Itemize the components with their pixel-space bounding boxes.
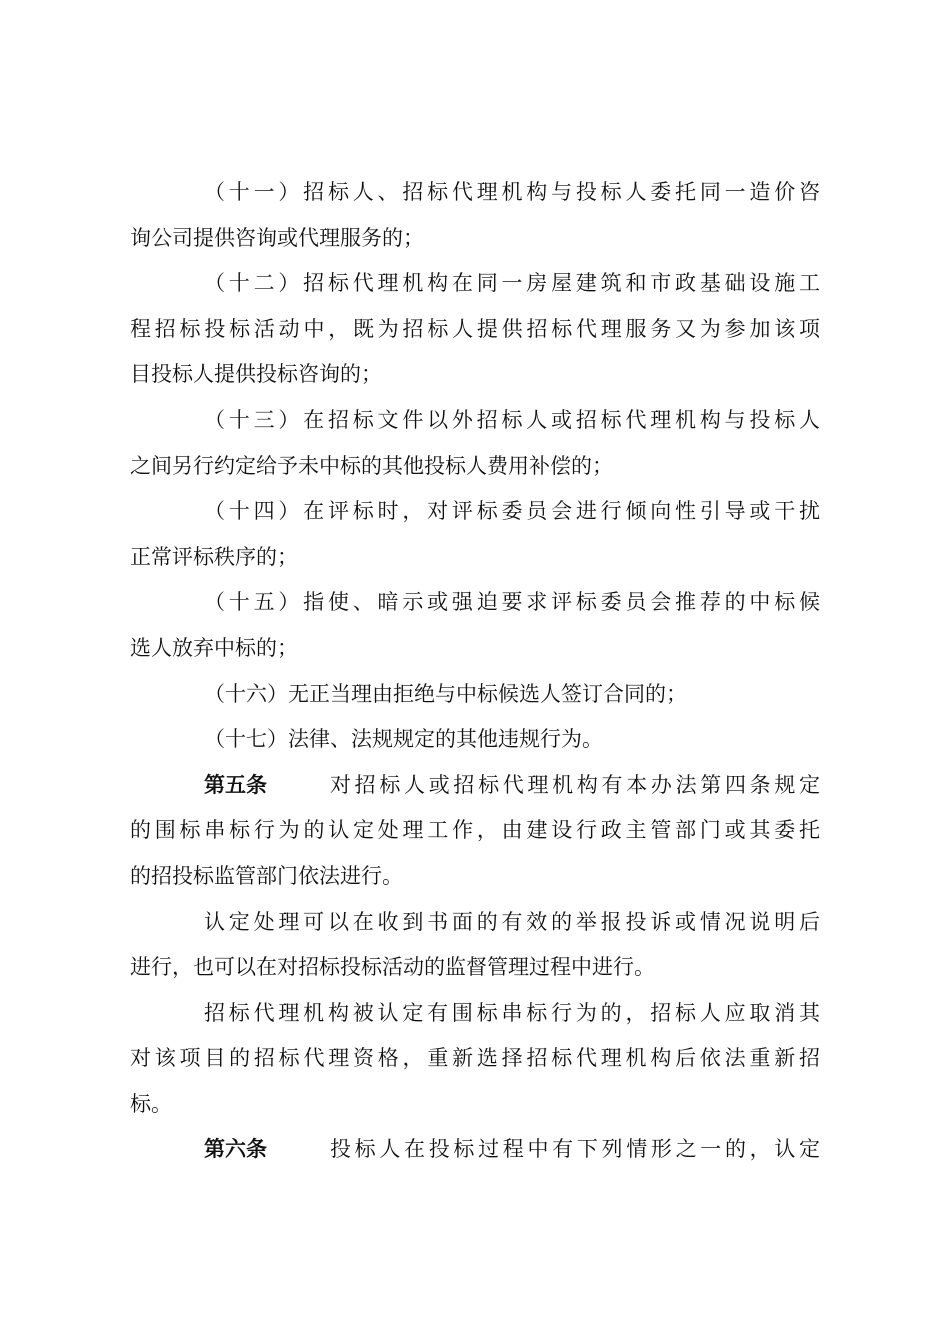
paragraph-line: （十六）无正当理由拒绝与中标候选人签订合同的； [204,681,687,706]
paragraph-line: 的围标串标行为的认定处理工作，由建设行政主管部门或其委托 [130,818,820,843]
document-page [130,170,820,1173]
paragraph-line: 目投标人提供投标咨询的； [130,362,382,387]
paragraph-line: 进行，也可以在对招标投标活动的监督管理过程中进行。 [130,955,655,980]
paragraph-line: 正常评标秩序的； [130,544,298,569]
paragraph-line: 的招投标监管部门依法进行。 [130,863,403,888]
paragraph-line: （十三）在招标文件以外招标人或招标代理机构与投标人 [204,407,820,432]
article-six-heading: 第六条 [204,1137,267,1162]
paragraph-line: 程招标投标活动中，既为招标人提供招标代理服务又为参加该项 [130,316,820,341]
paragraph-line: 对该项目的招标代理资格，重新选择招标代理机构后依法重新招 [130,1046,820,1071]
paragraph-text: 投标人在投标过程中有下列情形之一的，认定 [330,1137,820,1162]
paragraph-line: （十五）指使、暗示或强迫要求评标委员会推荐的中标候 [204,590,820,615]
paragraph-line: 标。 [130,1091,172,1116]
article-five-first-line [130,763,820,809]
paragraph-line: 询公司提供咨询或代理服务的； [130,225,424,250]
paragraph-line: 选人放弃中标的； [130,635,298,660]
paragraph-text: 对招标人或招标代理机构有本办法第四条规定 [330,772,820,797]
paragraph-line: （十七）法律、法规规定的其他违规行为。 [204,727,603,752]
paragraph-line: 认定处理可以在收到书面的有效的举报投诉或情况说明后 [204,909,820,934]
paragraph-line: （十一）招标人、招标代理机构与投标人委托同一造价咨 [204,180,820,204]
article-five-heading: 第五条 [204,772,267,797]
paragraph-line: （十二）招标代理机构在同一房屋建筑和市政基础设施工 [204,271,820,296]
paragraph-line: 之间另行约定给予未中标的其他投标人费用补偿的； [130,453,613,478]
article-six-first-line [130,1127,820,1173]
paragraph-line: 招标代理机构被认定有围标串标行为的，招标人应取消其 [204,1000,820,1025]
paragraph-line: （十四）在评标时，对评标委员会进行倾向性引导或干扰 [204,499,820,524]
